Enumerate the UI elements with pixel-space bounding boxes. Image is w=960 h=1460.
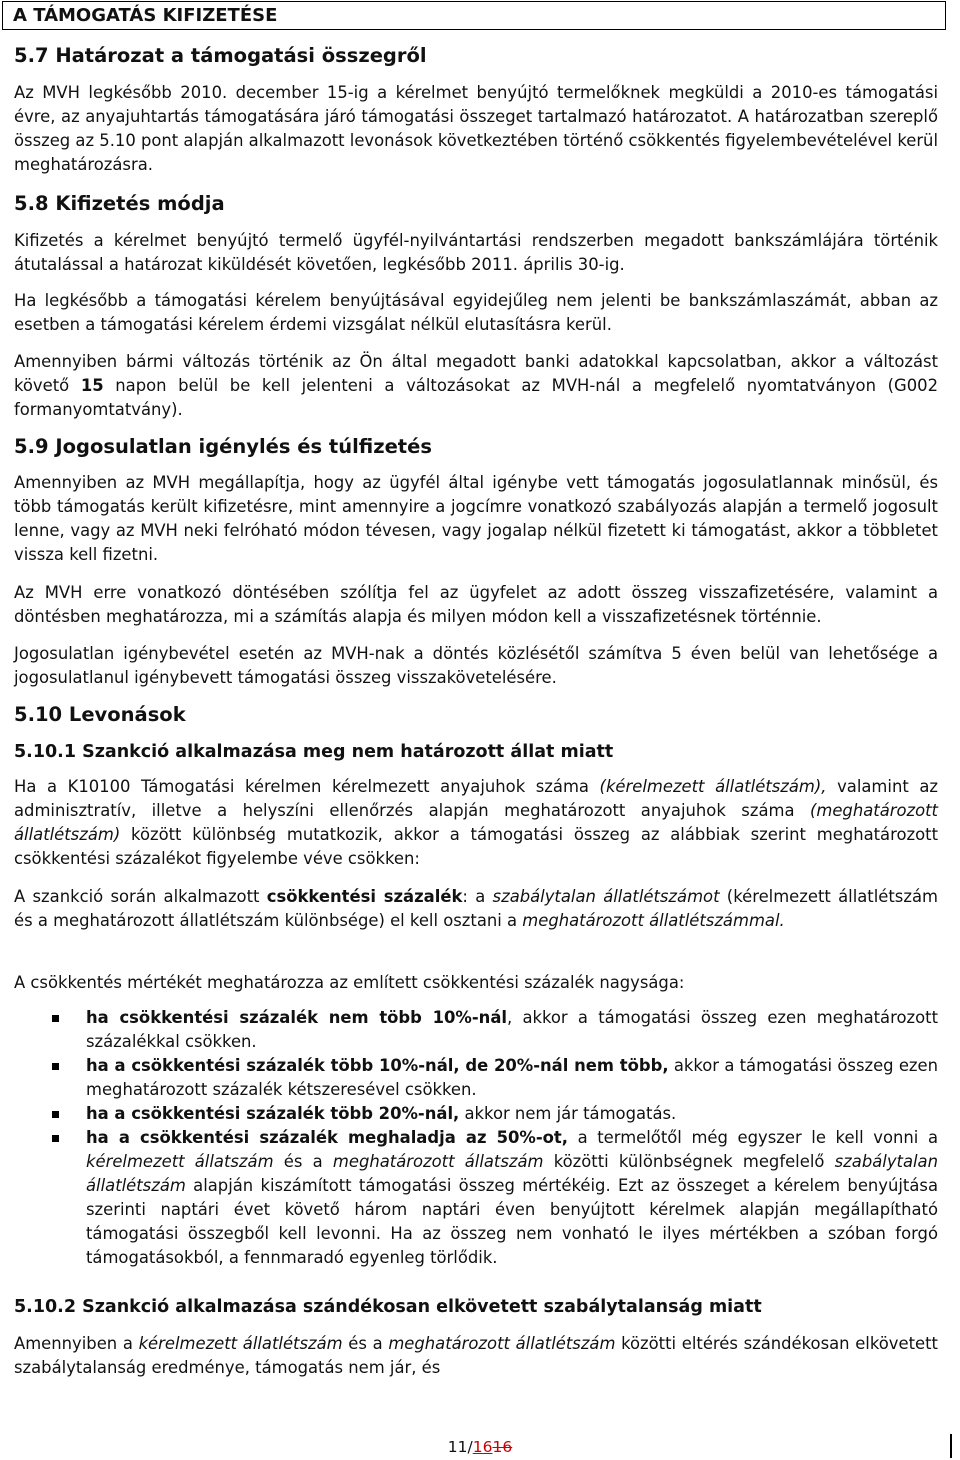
change-bar	[950, 1434, 952, 1458]
square-bullet-icon	[52, 1135, 59, 1142]
section-heading-5-10: 5.10 Levonások	[14, 703, 186, 726]
square-bullet-icon	[52, 1015, 59, 1022]
section-heading-5-9: 5.9 Jogosulatlan igénylés és túlfizetés	[14, 435, 432, 458]
square-bullet-icon	[52, 1111, 59, 1118]
list-item: ha a csökkentési százalék több 10%-nál, de 20%-nál nem több, akkor a támogatási összeg ezen meghatározott százalék kétszeresével csökken.	[14, 1054, 938, 1102]
paragraph: Kifizetés a kérelmet benyújtó termelő ügyfél-nyilvántartási rendszerben megadott bankszámlájára történik átutalással a határozat kiküldését követően, legkésőbb 2011. április 30-ig.	[14, 231, 938, 274]
paragraph: Amennyiben az MVH megállapítja, hogy az ügyfél által igénybe vett támogatás jogosulatlannak minősül, és több támogatás került kifizetésre, mint amennyire a jogcímre vonatkozó szabályozás alapján a termelő jogosult lenne, vagy az MVH neki felróható módon tévesen, vagy jogalap nélkül fizetett ki támogatást, akkor a többletet vissza kell fizetni.	[14, 473, 938, 564]
chapter-header: A TÁMOGATÁS KIFIZETÉSE	[2, 1, 946, 30]
paragraph: A szankció során alkalmazott csökkentési százalék: a szabálytalan állatlétszámot (kérelmezett állatlétszám és a meghatározott állatlétszám különbsége) el kell osztani a meghatározott állatlétszámmal.	[14, 887, 938, 930]
list-item: ha a csökkentési százalék meghaladja az 50%-ot, a termelőtől még egyszer le kell vonni a kérelmezett állatszám és a meghatározott állatszám közötti különbségnek megfelelő szabálytalan állatlétszám alapján kiszámított támogatási összeg mértékéig. Ezt az összeget a kérelem benyújtása szerinti naptári évet követő három naptári éven benyújtott kérelmek alapján megállapítható támogatási összegből kell levonni. Ha az összeg nem vonható le ilyes mértékben a szóban forgó támogatásokból, a fennmaradó egyenleg törlődik.	[14, 1126, 938, 1270]
paragraph: Amennyiben bármi változás történik az Ön által megadott banki adatokkal kapcsolatban, akkor a változást követő 15 napon belül be kell jelenteni a változásokat az MVH-nál a megfelelő nyomtatványon (G002 formanyomtatvány).	[14, 352, 938, 419]
paragraph: Amennyiben a kérelmezett állatlétszám és a meghatározott állatlétszám közötti eltérés szándékosan elkövetett szabálytalanság eredménye, támogatás nem jár, és	[14, 1334, 938, 1377]
paragraph: Az MVH legkésőbb 2010. december 15-ig a kérelmet benyújtó termelőknek megküldi a 2010-es támogatási évre, az anyajuhtartás támogatására járó támogatási összeget tartalmazó határozatot. A határozatban szereplő összeg az 5.10 pont alapján alkalmazott levonások következtében történő csökkentés figyelembevételével kerül meghatározásra.	[14, 83, 938, 174]
subsection-heading-5-10-1: 5.10.1 Szankció alkalmazása meg nem határozott állat miatt	[14, 742, 614, 762]
list-item: ha csökkentési százalék nem több 10%-nál, akkor a támogatási összeg ezen meghatározott százalékkal csökken.	[14, 1006, 938, 1054]
square-bullet-icon	[52, 1063, 59, 1070]
paragraph: A csökkentés mértékét meghatározza az említett csökkentési százalék nagysága:	[14, 973, 685, 992]
list-item: ha a csökkentési százalék több 20%-nál, akkor nem jár támogatás.	[14, 1102, 938, 1126]
paragraph: Ha a K10100 Támogatási kérelmen kérelmezett anyajuhok száma (kérelmezett állatlétszám), valamint az adminisztratív, illetve a helyszíni ellenőrzés alapján meghatározott anyajuhok száma (meghatározott állatlétszám) között különbség mutatkozik, akkor a támogatási összeg az alábbiak szerint meghatározott csökkentési százalékot figyelembe véve csökken:	[14, 777, 938, 868]
paragraph: Az MVH erre vonatkozó döntésében szólítja fel az ügyfelet az adott összeg visszafizetésére, valamint a döntésben meghatározza, mi a számítás alapja és milyen módon kell a visszafizetésnek történnie.	[14, 583, 938, 626]
reduction-list	[14, 1006, 938, 1270]
paragraph: Ha legkésőbb a támogatási kérelem benyújtásával egyidejűleg nem jelenti be bankszámlaszámát, abban az esetben a támogatási kérelem érdemi vizsgálat nélkül elutasításra kerül.	[14, 291, 938, 334]
section-heading-5-7: 5.7 Határozat a támogatási összegről	[14, 44, 427, 67]
paragraph: Jogosulatlan igénybevétel esetén az MVH-nak a döntés közlésétől számítva 5 éven belül van lehetősége a jogosulatlanul igénybevett támogatási összeg visszakövetelésére.	[14, 644, 938, 687]
page-number: 11/1616	[447, 1438, 513, 1456]
section-heading-5-8: 5.8 Kifizetés módja	[14, 192, 225, 215]
subsection-heading-5-10-2: 5.10.2 Szankció alkalmazása szándékosan elkövetett szabálytalanság miatt	[14, 1297, 762, 1317]
